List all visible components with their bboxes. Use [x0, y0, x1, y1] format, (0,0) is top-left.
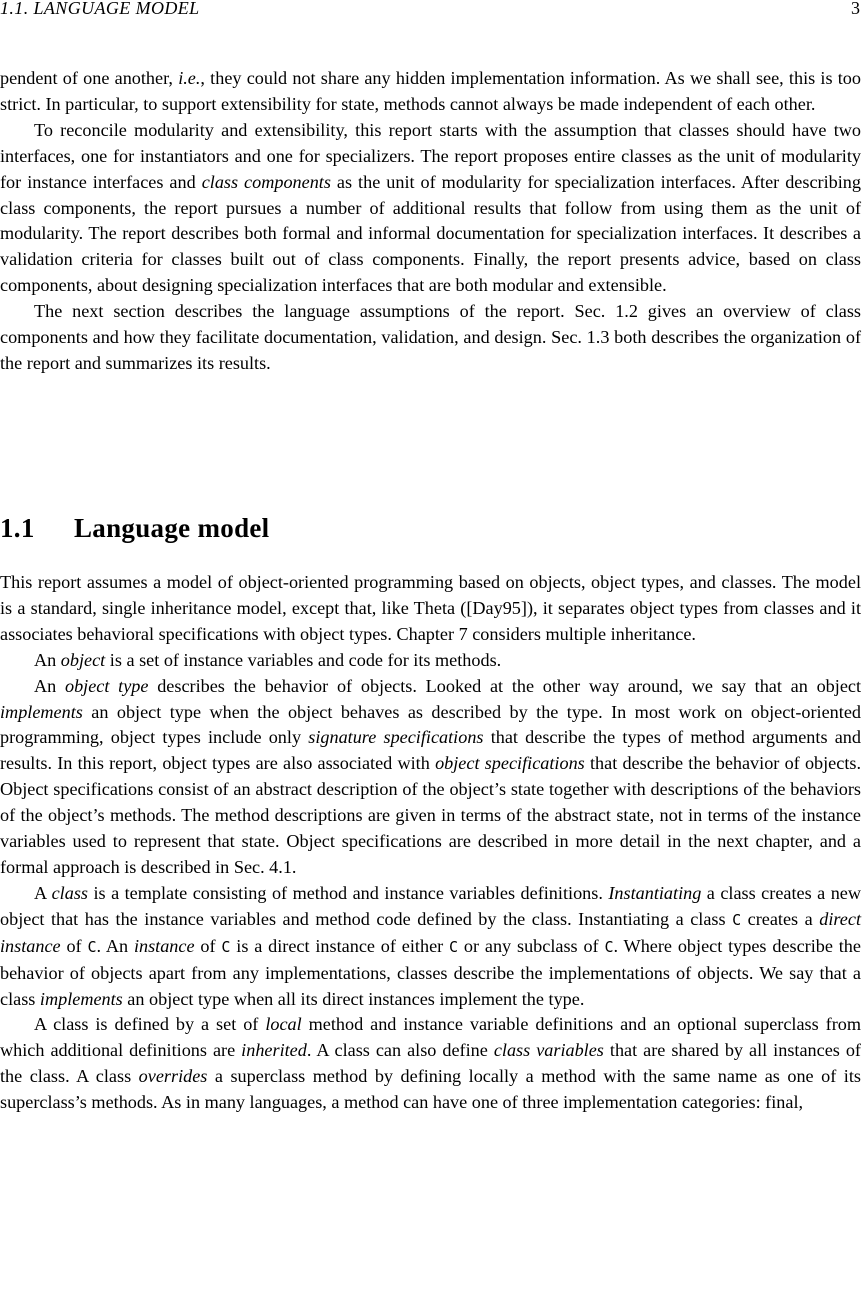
emphasis: inherited [241, 1040, 307, 1061]
emphasis: class [51, 882, 88, 903]
section-heading [0, 510, 269, 546]
running-title: 1.1. LANGUAGE MODEL [0, 0, 200, 18]
paragraph: An object type describes the behavior of objects. Looked at the other way around, we say that an object implements an object type when the object behaves as described by the type. In most work on object-oriented programming, object types include only signature specifications that describe the types of method arguments and results. In this report, object types are also associated with object specifications that describe the behavior of objects. Object specifications consist of an abstract description of the object’s state together with descriptions of the behaviors of the object’s methods. The method descriptions are given in terms of the abstract state, not in terms of the instance variables used to represent that state. Object specifications are described in more detail in the next chapter, and a formal approach is described in Sec. 4.1. [0, 675, 862, 877]
emphasis: class components [201, 171, 331, 192]
running-header [0, 0, 864, 20]
paragraph: The next section describes the language assumptions of the report. Sec. 1.2 gives an overview of class components and how they facilitate documentation, validation, and design. Sec. 1.3 both describes the organization of the report and summarizes its results. [0, 301, 861, 373]
emphasis: Instantiating [608, 882, 702, 903]
code-identifier: C [221, 937, 231, 956]
language-model-text [0, 570, 861, 1116]
section-title: Language model [74, 513, 270, 543]
emphasis: implements [0, 701, 83, 722]
emphasis: signature specifications [308, 727, 484, 748]
paragraph: pendent of one another, i.e., they could not share any hidden implementation information. As we shall see, this is too strict. In particular, to support extensibility for state, methods cannot always be made independent of each other. [0, 68, 861, 114]
paragraph: A class is defined by a set of local method and instance variable definitions and an optional superclass from which additional definitions are inherited. A class can also define class variables that are shared by all instances of the class. A class overrides a superclass method by defining locally a method with the same name as one of its superclass’s methods. As in many languages, a method can have one of three implementation categories: final, [0, 1014, 862, 1113]
code-identifier: C [87, 937, 97, 956]
emphasis: local [265, 1014, 302, 1035]
code-identifier: C [604, 937, 614, 956]
emphasis: overrides [138, 1066, 208, 1087]
page-number: 3 [851, 0, 860, 18]
emphasis: class variables [493, 1040, 604, 1061]
emphasis: i.e. [178, 68, 201, 88]
paragraph: To reconcile modularity and extensibility, this report starts with the assumption that classes should have two interfaces, one for instantiators and one for specializers. The report proposes entire classes as the unit of modularity for instance interfaces and class components as the unit of modularity for specialization interfaces. After describing class components, the report pursues a number of additional results that follow from using them as the unit of modularity. The report describes both formal and informal documentation for specialization interfaces. It describes a validation criteria for classes built out of class components. Finally, the report presents advice, based on class components, about designing specialization interfaces that are both modular and extensible. [0, 119, 861, 296]
emphasis: direct instance [0, 908, 861, 956]
intro-text [0, 66, 861, 377]
paragraph: A class is a template consisting of method and instance variables definitions. Instantiating a class creates a new object that has the instance variables and method code defined by the class. Instantiating a class C creates a direct instance of C. An instance of C is a direct instance of either C or any subclass of C. Where object types describe the behavior of objects apart from any implementations, classes describe the implementations of objects. We say that a class implements an object type when all its direct instances implement the type. [0, 882, 861, 1009]
emphasis: implements [39, 988, 123, 1009]
emphasis: object [60, 649, 106, 670]
code-identifier: C [449, 937, 459, 956]
emphasis: instance [133, 935, 195, 956]
code-identifier: C [732, 910, 742, 929]
emphasis: object specifications [435, 753, 585, 774]
section-number: 1.1 [0, 513, 35, 543]
emphasis: object type [64, 675, 149, 696]
paragraph: This report assumes a model of object-oriented programming based on objects, object types, and classes. The model is a standard, single inheritance model, except that, like Theta ([Day95]), it separates object types from classes and it associates behavioral specifications with object types. Chapter 7 considers multiple inheritance. [0, 572, 861, 644]
paragraph: An object is a set of instance variables and code for its methods. [34, 649, 502, 670]
